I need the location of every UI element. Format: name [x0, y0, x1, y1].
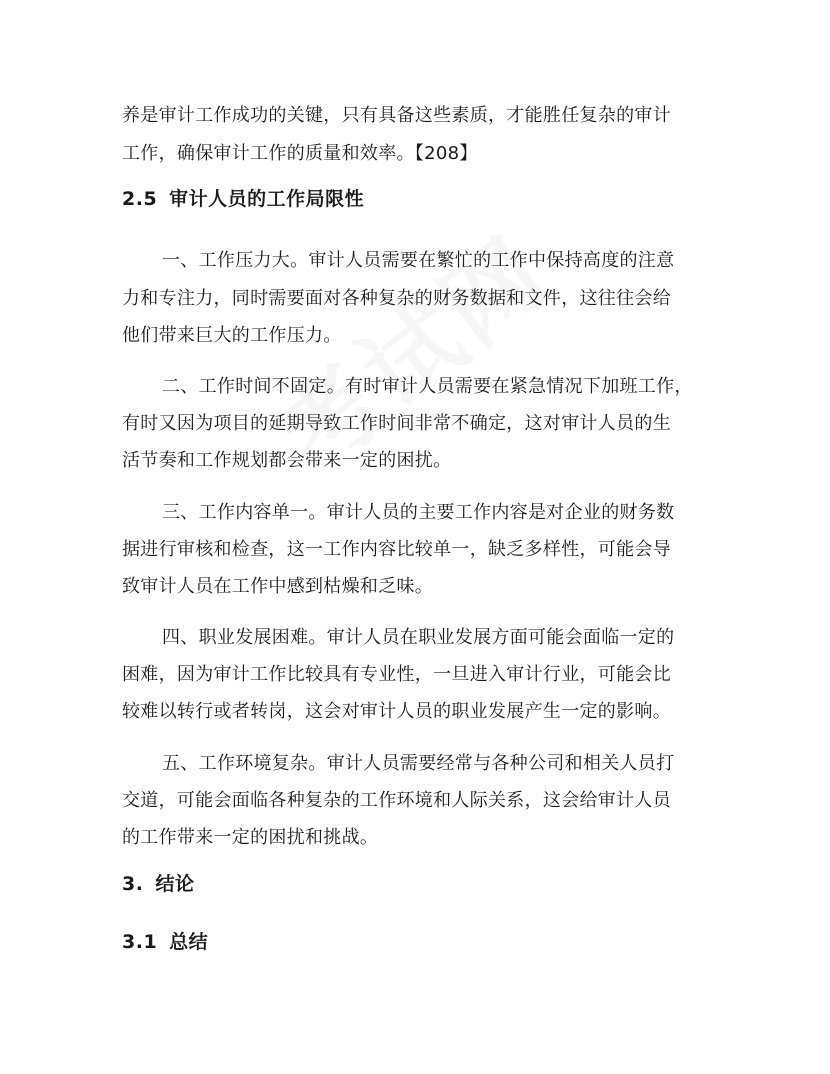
paragraph-line: 三、工作内容单一。审计人员的主要工作内容是对企业的财务数 — [162, 502, 675, 523]
section-title: 审计人员的工作局限性 — [169, 188, 365, 210]
section-heading-2-5 — [122, 187, 364, 211]
paragraph-line: 四、职业发展困难。审计人员在职业发展方面可能会面临一定的 — [162, 627, 675, 648]
paragraph-line: 活节奏和工作规划都会带来一定的困扰。 — [122, 450, 452, 471]
paragraph-line: 交道，可能会面临各种复杂的工作环境和人际关系，这会给审计人员 — [122, 790, 671, 811]
section-number: 3.1 — [122, 931, 158, 953]
section-heading-3-1 — [122, 930, 208, 954]
section-number: 2.5 — [122, 188, 158, 210]
section-heading-3 — [122, 872, 194, 896]
paragraph-line: 一、工作压力大。审计人员需要在繁忙的工作中保持高度的注意 — [162, 250, 675, 271]
paragraph-line: 他们带来巨大的工作压力。 — [122, 325, 342, 346]
paragraph-line: 二、工作时间不固定。有时审计人员需要在紧急情况下加班工作， — [162, 376, 693, 397]
section-title: 结论 — [155, 873, 195, 895]
paragraph-line: 的工作带来一定的困扰和挑战。 — [122, 827, 379, 848]
section-title: 总结 — [169, 931, 209, 953]
body-text-line: 工作，确保审计工作的质量和效率。【208】 — [122, 143, 478, 164]
body-text-line: 养是审计工作成功的关键，只有具备这些素质，才能胜任复杂的审计 — [122, 105, 671, 126]
paragraph-line: 较难以转行或者转岗，这会对审计人员的职业发展产生一定的影响。 — [122, 701, 671, 722]
paragraph-line: 有时又因为项目的延期导致工作时间非常不确定，这对审计人员的生 — [122, 413, 671, 434]
section-number: 3. — [122, 873, 144, 895]
paragraph-line: 困难，因为审计工作比较具有专业性，一旦进入审计行业，可能会比 — [122, 664, 671, 685]
paragraph-line: 力和专注力，同时需要面对各种复杂的财务数据和文件，这往往会给 — [122, 288, 671, 309]
paragraph-line: 据进行审核和检查，这一工作内容比较单一，缺乏多样性，可能会导 — [122, 539, 671, 560]
paragraph-line: 五、工作环境复杂。审计人员需要经常与各种公司和相关人员打 — [162, 753, 675, 774]
paragraph-line: 致审计人员在工作中感到枯燥和乏味。 — [122, 576, 434, 597]
